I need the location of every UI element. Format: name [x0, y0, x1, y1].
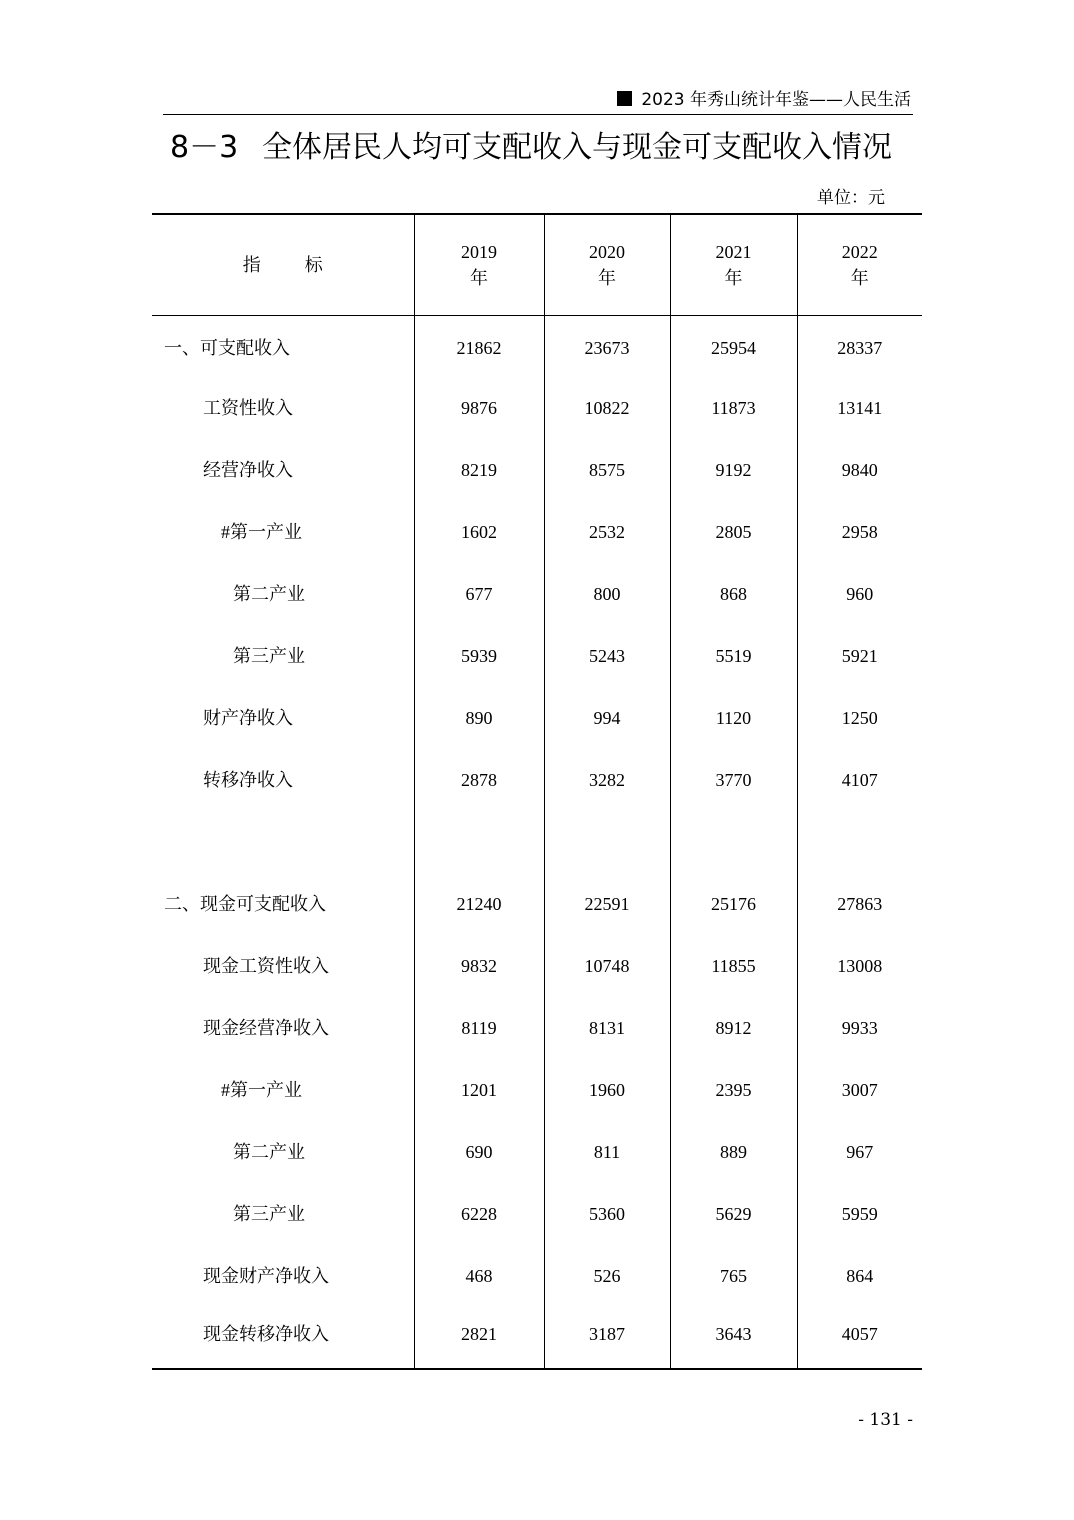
value-cell: 3770 [670, 749, 797, 811]
value-cell: 13008 [797, 935, 922, 997]
table-row [152, 1245, 922, 1307]
year-column-header [670, 214, 797, 315]
table-header-row [152, 214, 922, 315]
row-label: 财产净收入 [203, 708, 293, 728]
value-cell: 2958 [797, 501, 922, 563]
row-label: 第二产业 [233, 1142, 305, 1162]
value-cell: 5921 [797, 625, 922, 687]
value-cell: 2532 [544, 501, 670, 563]
value-cell: 811 [544, 1121, 670, 1183]
row-label: 第三产业 [233, 1204, 305, 1224]
table-body [152, 315, 922, 1369]
row-label: 现金工资性收入 [203, 956, 329, 976]
row-label: 现金财产净收入 [203, 1266, 329, 1286]
table-row [152, 1307, 922, 1369]
value-cell: 28337 [797, 315, 922, 377]
table-row [152, 1183, 922, 1245]
value-cell: 9840 [797, 439, 922, 501]
value-cell: 2395 [670, 1059, 797, 1121]
income-table [152, 213, 922, 1370]
spacer-cell [414, 811, 544, 873]
table-row [152, 873, 922, 935]
row-label: 现金转移净收入 [152, 1307, 414, 1369]
value-cell: 468 [414, 1245, 544, 1307]
value-cell: 868 [670, 563, 797, 625]
value-cell: 765 [670, 1245, 797, 1307]
row-label: #第一产业 [221, 1080, 302, 1100]
value-cell: 1120 [670, 687, 797, 749]
page-title [163, 128, 923, 168]
value-cell: 5939 [414, 625, 544, 687]
table-row [152, 315, 922, 377]
running-header [163, 88, 913, 115]
value-cell: 5959 [797, 1183, 922, 1245]
value-cell: 4107 [797, 749, 922, 811]
value-cell: 5629 [670, 1183, 797, 1245]
year-column-header [797, 214, 922, 315]
value-cell: 8912 [670, 997, 797, 1059]
value-cell: 3187 [544, 1307, 670, 1369]
table-title: 全体居民人均可支配收入与现金可支配收入情况 [262, 130, 892, 165]
value-cell: 25954 [670, 315, 797, 377]
page-number: - 131 - [858, 1410, 913, 1430]
row-label: 一、可支配收入 [164, 338, 290, 359]
table-row [152, 1059, 922, 1121]
running-header-text: 2023 年秀山统计年鉴——人民生活 [641, 90, 911, 110]
value-cell: 9832 [414, 935, 544, 997]
table-row [152, 501, 922, 563]
black-square-icon [617, 91, 632, 106]
value-cell: 1201 [414, 1059, 544, 1121]
value-cell: 526 [544, 1245, 670, 1307]
table-row [152, 997, 922, 1059]
value-cell: 890 [414, 687, 544, 749]
value-cell: 2821 [414, 1307, 544, 1369]
row-label: 二、现金可支配收入 [164, 894, 326, 914]
value-cell: 4057 [797, 1307, 922, 1369]
spacer-cell [152, 811, 414, 873]
value-cell: 10822 [544, 377, 670, 439]
year-suffix: 年 [598, 267, 616, 288]
value-cell: 1960 [544, 1059, 670, 1121]
table-row [152, 439, 922, 501]
section-spacer-row [152, 811, 922, 873]
value-cell: 5243 [544, 625, 670, 687]
value-cell: 2878 [414, 749, 544, 811]
value-cell: 3007 [797, 1059, 922, 1121]
table-row [152, 625, 922, 687]
value-cell: 22591 [544, 873, 670, 935]
value-cell: 5360 [544, 1183, 670, 1245]
year-label: 2022 [841, 241, 878, 262]
value-cell: 800 [544, 563, 670, 625]
value-cell: 1250 [797, 687, 922, 749]
row-label: 现金经营净收入 [203, 1018, 329, 1038]
value-cell: 23673 [544, 315, 670, 377]
year-column-header [544, 214, 670, 315]
spacer-cell [670, 811, 797, 873]
row-label: 第二产业 [233, 584, 305, 604]
value-cell: 9876 [414, 377, 544, 439]
value-cell: 3282 [544, 749, 670, 811]
value-cell: 864 [797, 1245, 922, 1307]
value-cell: 8219 [414, 439, 544, 501]
row-label: 转移净收入 [203, 770, 293, 790]
table-row [152, 1121, 922, 1183]
table-row [152, 935, 922, 997]
table-row [152, 377, 922, 439]
value-cell: 27863 [797, 873, 922, 935]
unit-note: 单位：元 [817, 188, 885, 208]
value-cell: 2805 [670, 501, 797, 563]
row-label: 工资性收入 [203, 398, 293, 418]
value-cell: 6228 [414, 1183, 544, 1245]
running-header-content [617, 88, 911, 112]
value-cell: 967 [797, 1121, 922, 1183]
year-column-header [414, 214, 544, 315]
value-cell: 5519 [670, 625, 797, 687]
value-cell: 1602 [414, 501, 544, 563]
value-cell: 13141 [797, 377, 922, 439]
value-cell: 21862 [414, 315, 544, 377]
value-cell: 994 [544, 687, 670, 749]
value-cell: 9933 [797, 997, 922, 1059]
year-suffix: 年 [724, 267, 743, 288]
row-label: 第三产业 [233, 646, 305, 666]
value-cell: 3643 [670, 1307, 797, 1369]
value-cell: 8119 [414, 997, 544, 1059]
value-cell: 11873 [670, 377, 797, 439]
spacer-cell [544, 811, 670, 873]
year-label: 2020 [589, 241, 625, 262]
value-cell: 8131 [544, 997, 670, 1059]
spacer-cell [797, 811, 922, 873]
value-cell: 889 [670, 1121, 797, 1183]
value-cell: 9192 [670, 439, 797, 501]
value-cell: 677 [414, 563, 544, 625]
value-cell: 8575 [544, 439, 670, 501]
table-row [152, 749, 922, 811]
value-cell: 10748 [544, 935, 670, 997]
value-cell: 25176 [670, 873, 797, 935]
year-label: 2021 [715, 241, 752, 262]
value-cell: 690 [414, 1121, 544, 1183]
indicator-column-header: 指标 [152, 214, 414, 315]
year-label: 2019 [461, 241, 497, 262]
value-cell: 11855 [670, 935, 797, 997]
table-row [152, 687, 922, 749]
table-row [152, 563, 922, 625]
row-label: #第一产业 [221, 522, 302, 542]
value-cell: 960 [797, 563, 922, 625]
year-suffix: 年 [470, 267, 488, 288]
value-cell: 21240 [414, 873, 544, 935]
table-number: 8－3 [170, 130, 239, 165]
year-suffix: 年 [850, 267, 869, 288]
row-label: 经营净收入 [203, 460, 293, 480]
